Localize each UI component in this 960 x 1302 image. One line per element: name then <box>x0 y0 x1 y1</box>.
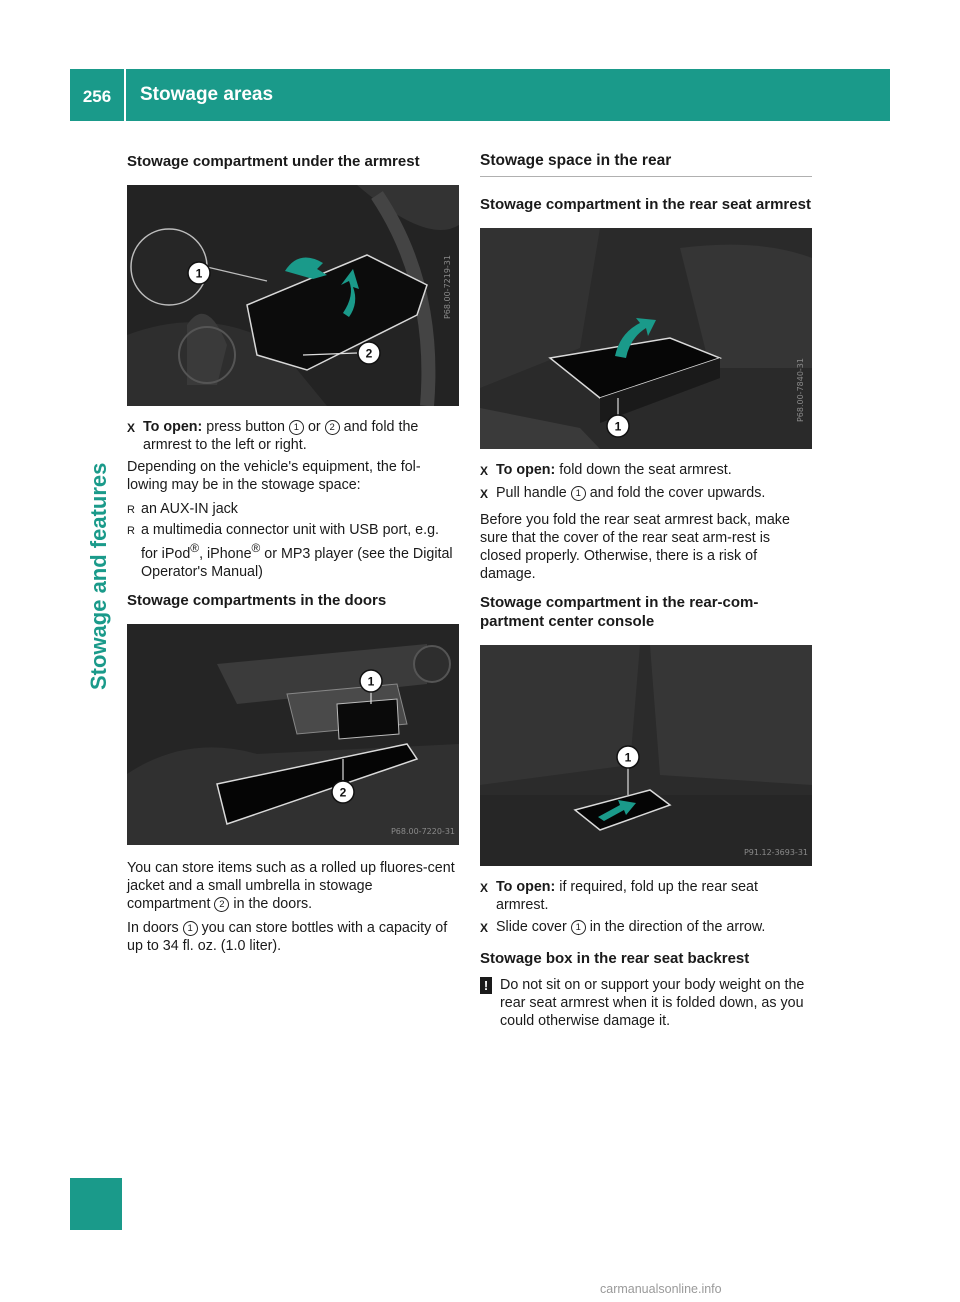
callout-1: 1 <box>614 419 622 434</box>
step-marker: X <box>127 421 136 435</box>
paragraph-text: In doors <box>127 919 179 936</box>
bullet-icon: R <box>127 525 135 537</box>
section-title: Stowage areas <box>140 84 274 105</box>
step-label: To open: <box>143 419 203 435</box>
rear-armrest-heading: Stowage compartment in the rear seat armrest <box>480 196 811 213</box>
rear-armrest-illustration <box>480 228 812 449</box>
bullet-text: , iPhone <box>199 545 252 562</box>
registered-mark: ® <box>190 541 200 555</box>
step-marker: X <box>480 921 489 935</box>
callout-1: 1 <box>624 750 632 765</box>
registered-mark: ® <box>251 541 261 555</box>
armrest-illustration <box>127 185 459 406</box>
instruction-step <box>480 484 812 503</box>
step-label: To open: <box>496 462 556 478</box>
page-number: 256 <box>70 69 126 121</box>
armrest-photo <box>127 185 459 406</box>
step-marker: X <box>480 464 489 478</box>
ref-1-icon: 1 <box>571 920 586 935</box>
ref-2-icon: 2 <box>325 420 340 435</box>
door-compartments-heading: Stowage compartments in the doors <box>127 591 387 609</box>
paragraph-text: in the doors. <box>233 895 313 912</box>
photo-id: P91.12-3693-31 <box>743 848 808 857</box>
step-text: press button <box>206 419 285 435</box>
photo-id: P68.00-7220-31 <box>390 826 455 836</box>
center-console-photo <box>480 645 812 866</box>
step-text: fold down the seat armrest. <box>559 462 732 478</box>
chapter-marker <box>70 1178 122 1230</box>
ref-1-icon: 1 <box>183 921 198 936</box>
center-console-heading: Stowage compartment in the rear-com-partment center console <box>480 594 759 630</box>
step-text: and fold the armrest to the left or right. <box>143 419 419 453</box>
paragraph-text: You can store items such as a rolled up fluores-cent jacket and a small umbrella in stowage compartment <box>127 859 455 912</box>
instruction-step <box>480 461 812 480</box>
step-marker: X <box>480 487 489 501</box>
callout-2: 2 <box>365 346 373 361</box>
instruction-step <box>480 878 812 914</box>
callout-1: 1 <box>195 266 203 281</box>
rear-armrest-photo <box>480 228 812 449</box>
ref-1-icon: 1 <box>571 486 586 501</box>
step-text: Slide cover <box>496 919 567 935</box>
list-item <box>127 521 459 581</box>
photo-id: P68.00-7219-31 <box>443 255 452 320</box>
damage-warning <box>480 976 812 1030</box>
right-column <box>480 152 812 1030</box>
door-photo <box>127 624 459 845</box>
armrest-compartment-heading: Stowage compartment under the armrest <box>127 153 420 170</box>
step-text: and fold the cover upwards. <box>589 485 766 501</box>
step-label: To open: <box>496 879 556 895</box>
left-column <box>127 152 459 961</box>
center-console-illustration <box>480 645 812 866</box>
bullet-text: a multimedia connector unit with USB port, e.g. for iPod <box>141 522 439 562</box>
ref-1-icon: 1 <box>289 420 304 435</box>
bullet-icon: R <box>127 504 135 516</box>
bullet-text: an AUX-IN jack <box>141 501 238 517</box>
step-text: if required, fold up the rear seat armrest. <box>496 879 758 913</box>
callout-2: 2 <box>339 785 347 800</box>
ref-2-icon: 2 <box>214 897 229 912</box>
warning-text: Do not sit on or support your body weight on the rear seat armrest when it is folded down, as you could otherwise damage it. <box>500 977 805 1029</box>
paragraph-text: you can store bottles with a capacity of up to 34 fl. oz. (1.0 liter). <box>127 919 448 954</box>
rear-stowage-heading: Stowage space in the rear <box>480 152 812 177</box>
photo-id: P68.00-7840-31 <box>796 358 805 423</box>
step-text: Pull handle <box>496 485 567 501</box>
door-storage-paragraph <box>127 859 459 913</box>
instruction-step <box>127 418 459 454</box>
step-text: in the direction of the arrow. <box>589 919 766 935</box>
instruction-step <box>480 918 812 937</box>
page-header <box>70 69 890 121</box>
site-watermark: carmanualsonline.info <box>600 1282 722 1296</box>
backrest-box-heading: Stowage box in the rear seat backrest <box>480 950 750 967</box>
list-item <box>127 500 459 519</box>
warning-icon: ! <box>480 977 492 994</box>
callout-1: 1 <box>367 674 375 689</box>
chapter-label: Stowage and features <box>86 462 111 690</box>
door-bottles-paragraph <box>127 919 459 955</box>
equipment-paragraph: Depending on the vehicle's equipment, the fol-lowing may be in the stowage space: <box>127 459 421 493</box>
armrest-caution-paragraph: Before you fold the rear seat armrest back, make sure that the cover of the rear seat arm-rest is closed properly. Otherwise, there is a risk of damage. <box>480 512 790 582</box>
step-marker: X <box>480 881 489 895</box>
step-text: or <box>307 419 321 435</box>
door-illustration <box>127 624 459 845</box>
bullet-text: or MP3 player (see the Digital Operator's Manual) <box>141 545 453 580</box>
